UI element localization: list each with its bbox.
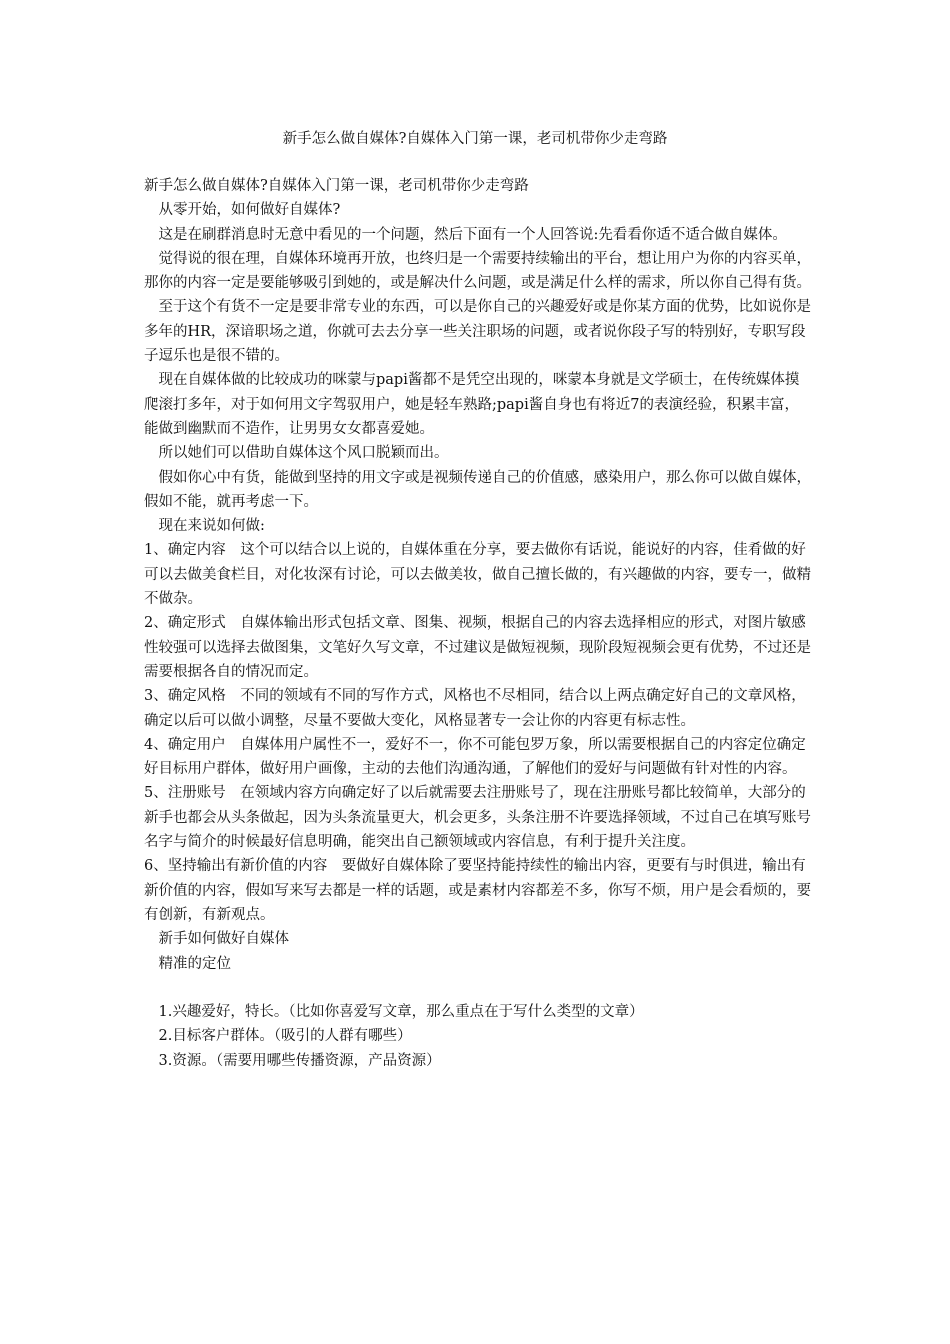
step-item: 6、坚持输出有新价值的内容 要做好自媒体除了要坚持能持续性的输出内容，更要有与时俱进，输出有新价值的内容，假如写来写去都是一样的话题，或是素材内容都差不多，你写不烦，用户是会看烦的，要有创新，有新观点。 (144, 858, 811, 923)
step-item: 5、注册账号 在领域内容方向确定好了以后就需要去注册账号了，现在注册账号都比较简单，大部分的新手也都会从头条做起，因为头条流量更大，机会更多，头条注册不许要选择领域，不过自己在填写账号名字与简介的时候最好信息明确，能突出自己额领域或内容信息，有利于提升关注度。 (144, 785, 811, 851)
paragraph: 假如你心中有货，能做到坚持的用文字或是视频传递自己的价值感，感染用户，那么你可以做自媒体，假如不能，就再考虑一下。 (144, 469, 811, 510)
list-item: 1.兴趣爱好，特长。（比如你喜爱写文章，那么重点在于写什么类型的文章） (158, 1004, 644, 1021)
paragraph: 现在来说如何做: (158, 518, 265, 535)
step-item: 2、确定形式 自媒体输出形式包括文章、图集、视频，根据自己的内容去选择相应的形式，对图片敏感性较强可以选择去做图集，文笔好久写文章，不过建议是做短视频，现阶段短视频会更有优势，不过还是需要根据各自的情况而定。 (144, 615, 811, 680)
list-item: 3.资源。（需要用哪些传播资源，产品资源） (158, 1052, 441, 1069)
question-line: 从零开始，如何做好自媒体? (158, 202, 341, 219)
document-title: 新手怎么做自媒体?自媒体入门第一课，老司机带你少走弯路 (282, 131, 668, 147)
step-item: 1、确定内容 这个可以结合以上说的，自媒体重在分享，要去做你有话说，能说好的内容，佳肴做的好可以去做美食栏目，对化妆深有讨论，可以去做美妆，做自己擅长做的，有兴趣做的内容，要专一，做精不做杂。 (144, 542, 811, 608)
intro-heading: 新手怎么做自媒体?自媒体入门第一课，老司机带你少走弯路 (144, 178, 529, 194)
section-heading: 新手如何做好自媒体 (158, 931, 289, 948)
paragraph: 觉得说的很在理，自媒体环境再开放，也终归是一个需要持续输出的平台，想让用户为你的内容买单，那你的内容一定是要能够吸引到她的，或是解决什么问题，或是满足什么样的需求，所以你自己得有货。 (144, 250, 811, 292)
paragraph: 至于这个有货不一定是要非常专业的东西，可以是你自己的兴趣爱好或是你某方面的优势，比如说你是多年的HR，深谙职场之道，你就可去去分享一些关注职场的问题，或者说你段子写的特别好，专职写段子逗乐也是很不错的。 (144, 299, 811, 365)
subsection-heading: 精准的定位 (158, 955, 231, 972)
document-body (144, 174, 812, 1073)
paragraph: 现在自媒体做的比较成功的咪蒙与papi酱都不是凭空出现的，咪蒙本身就是文学硕士，在传统媒体摸爬滚打多年，对于如何用文字驾驭用户，她是轻车熟路;papi酱自身也有将近7的表演经验，积累丰富，能做到幽默而不造作，让男男女女都喜爱她。 (144, 372, 800, 437)
step-item: 3、确定风格 不同的领域有不同的写作方式，风格也不尽相同，结合以上两点确定好自己的文章风格，确定以后可以做小调整，尽量不要做大变化，风格显著专一会让你的内容更有标志性。 (144, 688, 806, 729)
paragraph: 所以她们可以借助自媒体这个风口脱颖而出。 (158, 445, 449, 462)
blank-line (144, 976, 812, 1000)
paragraph: 这是在刷群消息时无意中看见的一个问题，然后下面有一个人回答说:先看看你适不适合做自媒体。 (158, 226, 787, 243)
list-item: 2.目标客户群体。（吸引的人群有哪些） (158, 1028, 412, 1045)
step-item: 4、确定用户 自媒体用户属性不一，爱好不一，你不可能包罗万象，所以需要根据自己的内容定位确定好目标用户群体，做好用户画像，主动的去他们沟通沟通，了解他们的爱好与问题做有针对性的内容。 (144, 736, 806, 778)
